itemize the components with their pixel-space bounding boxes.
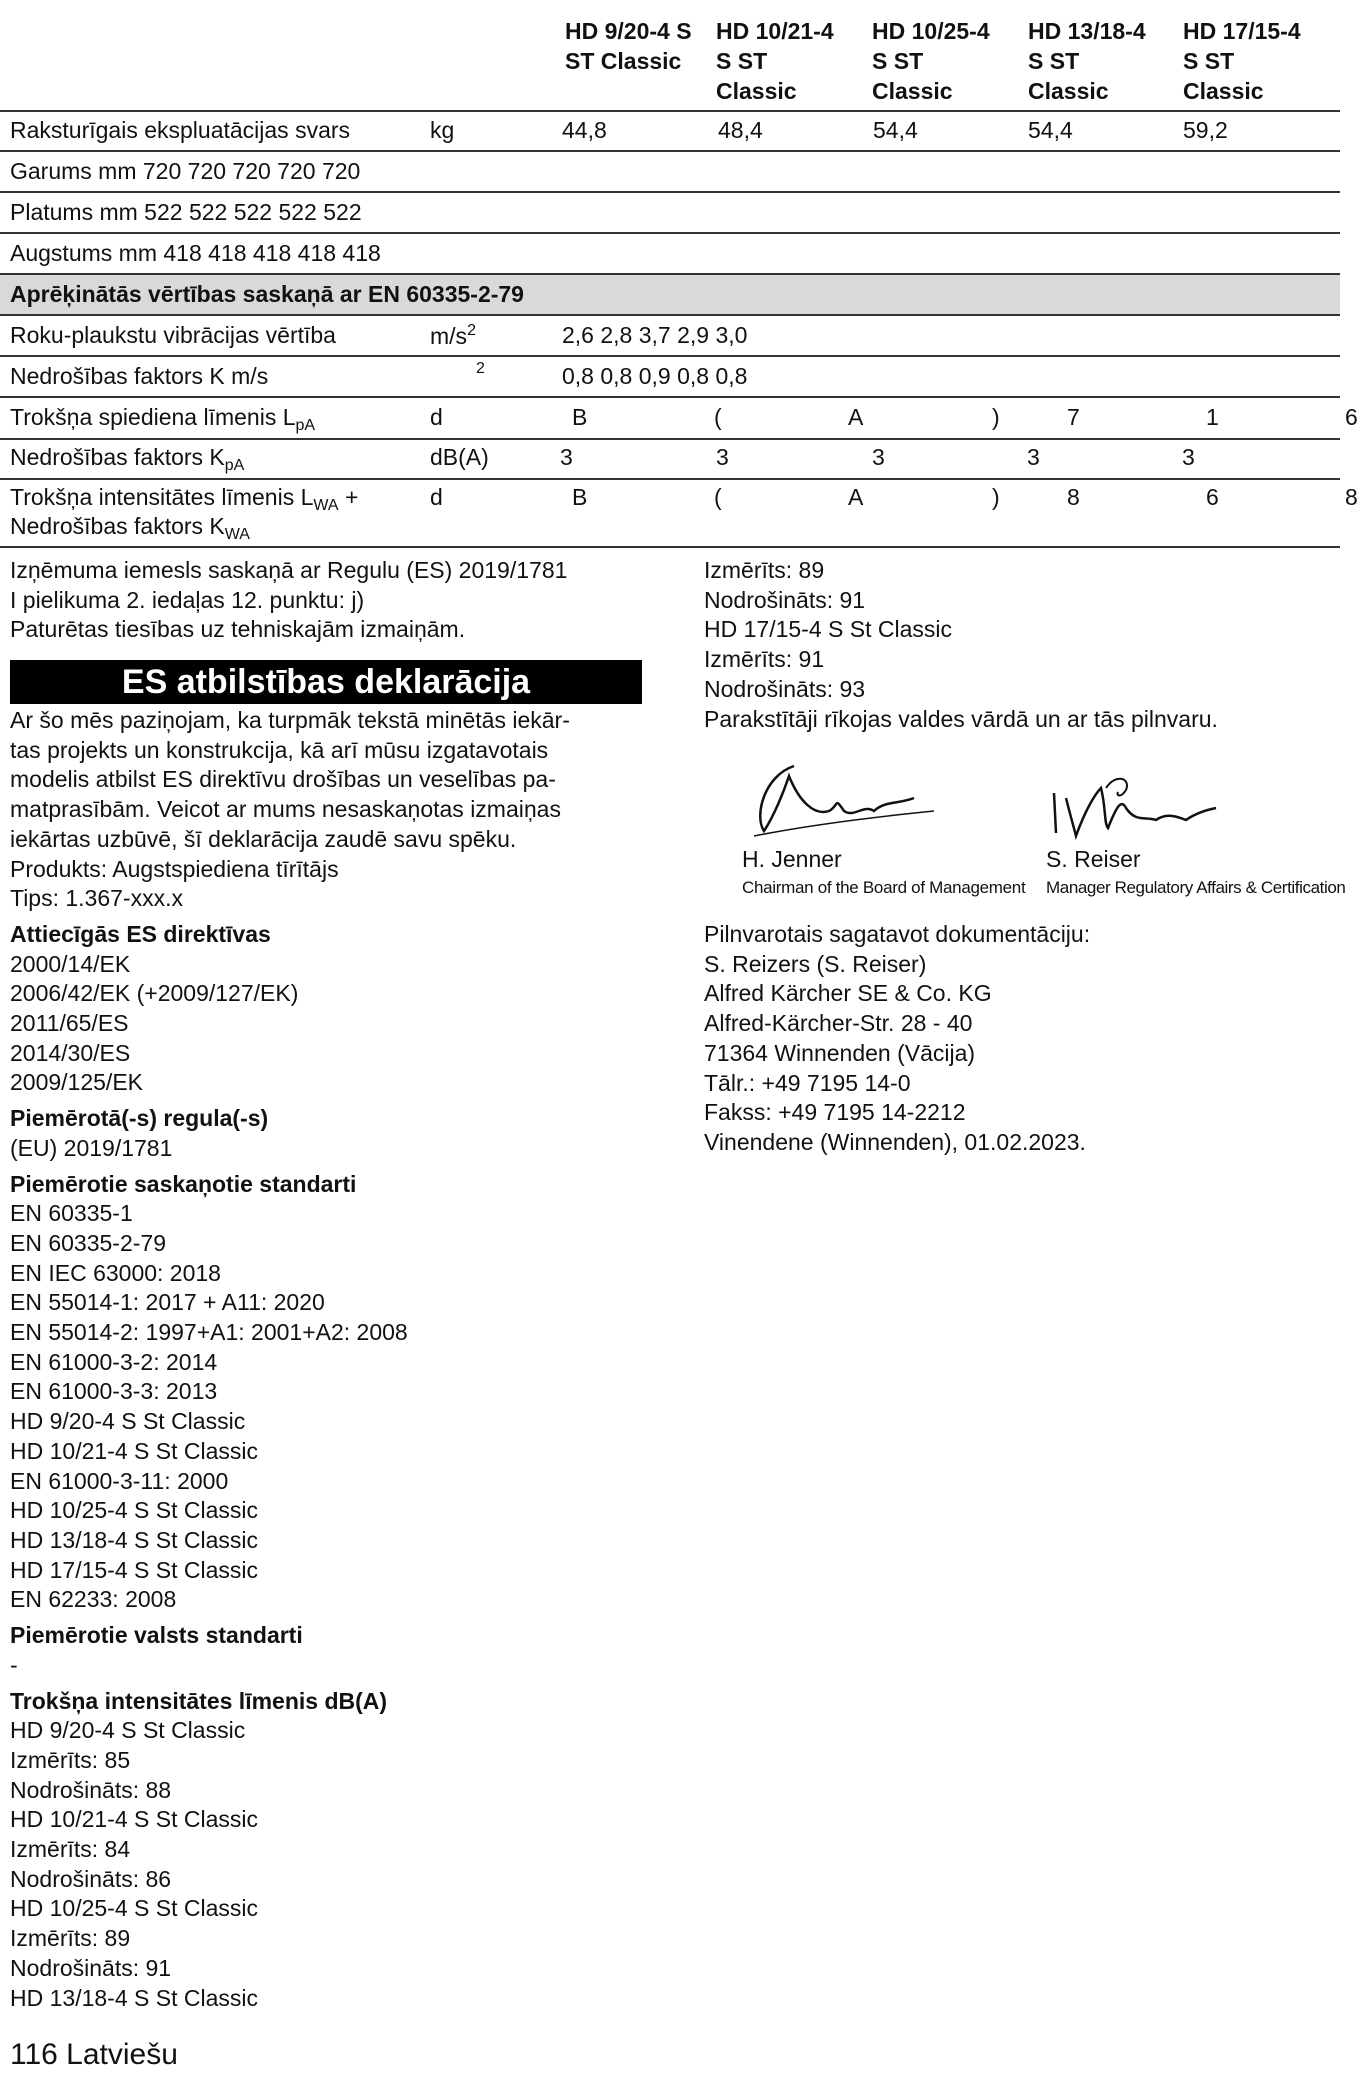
section-heading: Piemērotā(-s) regula(-s) [10,1105,269,1132]
text-line: Fakss: +49 7195 14-2212 [704,1099,966,1126]
header-text: S ST [1028,48,1080,74]
list-item: Nodrošināts: 91 [10,1954,172,1981]
text-line: Produkts: Augstspiediena tīrītājs [10,855,339,882]
header-col-3 [872,16,990,106]
cell: A [848,404,864,430]
contact-block [704,920,1090,1158]
signer-name: H. Jenner [742,846,842,872]
unit-sup: 2 [476,360,485,377]
cell: ) [992,404,1000,430]
table-row [0,112,1340,152]
list-item: EN 62233: 2008 [10,1586,177,1613]
header-text: ST Classic [565,48,682,74]
list-item: EN 61000-3-2: 2014 [10,1348,218,1375]
list-item: HD 9/20-4 S St Classic [10,1408,246,1435]
row-unit: dB(A) [430,444,489,470]
label-text: Trokšņa spiediena līmenis L [10,404,296,430]
list-item: Izmērīts: 85 [10,1746,131,1773]
list-item: Izmērīts: 84 [10,1836,131,1863]
list-item: EN IEC 63000: 2018 [10,1259,221,1286]
signer-name: S. Reiser [1046,846,1141,872]
cell: 6 [1206,484,1219,510]
unit-text: m/s [430,323,468,349]
list-item: (EU) 2019/1781 [10,1134,173,1161]
label-text: Nedrošības faktors K [10,444,225,470]
header-text: Classic [1028,78,1109,104]
text-line: modelis atbilst ES direktīvu drošības un veselības pa- [10,766,556,793]
page-footer: 116 Latviešu [10,2038,178,2071]
cell: 3 [1182,444,1195,470]
label-sub: WA [224,526,250,543]
signer-role: Chairman of the Board of Management [742,878,1026,897]
cell: B [572,484,588,510]
list-item: 2006/42/EK (+2009/127/EK) [10,980,299,1007]
row-label: Nedrošības faktors K m/s [10,363,269,389]
unit-sup: 2 [467,322,476,339]
text-line: Pilnvarotais sagatavot dokumentāciju: [704,921,1091,947]
table-row [0,193,1340,234]
cell: ( [714,404,722,430]
list-item: EN 55014-2: 1997+A1: 2001+A2: 2008 [10,1319,408,1346]
header-text: Classic [872,78,953,104]
list-item: EN 60335-1 [10,1200,133,1227]
list-item: HD 17/15-4 S St Classic [704,616,952,643]
list-item: - [10,1651,18,1678]
cell: 8 [1345,484,1358,510]
section-header-row [0,275,1340,316]
header-col-4 [1028,16,1146,106]
list-item: Nodrošināts: 91 [704,586,866,613]
list-item: EN 61000-3-3: 2013 [10,1378,218,1405]
list-item: HD 10/21-4 S St Classic [10,1806,258,1833]
row-values: 2,6 2,8 3,7 2,9 3,0 [562,322,748,348]
label-text: + [338,484,359,510]
header-text: HD 10/21-4 [716,18,834,44]
section-heading: Attiecīgās ES direktīvas [10,920,271,947]
label-sub: pA [224,457,245,474]
section-title: Aprēķinātās vērtības saskaņā ar EN 60335-2-79 [10,281,524,307]
text-line: Ar šo mēs paziņojam, ka turpmāk tekstā minētās iekār- [10,707,570,733]
list-item: Nodrošināts: 86 [10,1865,172,1892]
list-item: 2000/14/EK [10,950,131,977]
list-item: HD 10/25-4 S St Classic [10,1895,258,1922]
cell: 59,2 [1183,117,1228,143]
list-item: HD 10/25-4 S St Classic [10,1497,258,1524]
table-row [0,440,1340,480]
header-text: S ST [872,48,924,74]
list-item: Izmērīts: 89 [704,557,825,583]
label-sub: WA [313,497,339,514]
cell: A [848,484,864,510]
text-line: Izņēmuma iemesls saskaņā ar Regulu (ES) 2019/1781 [10,557,568,583]
signer-role: Manager Regulatory Affairs & Certification [1046,878,1346,897]
text-line: iekārtas uzbūvē, šī deklarācija zaudē savu spēku. [10,825,517,852]
header-text: HD 10/25-4 [872,18,990,44]
label-text: Nedrošības faktors K [10,513,225,539]
list-item: HD 10/21-4 S St Classic [10,1437,258,1464]
text-line: Parakstītāji rīkojas valdes vārdā un ar tās pilnvaru. [704,705,1218,732]
list-item: EN 61000-3-11: 2000 [10,1467,229,1494]
row-values: 0,8 0,8 0,9 0,8 0,8 [562,363,748,389]
header-text: S ST [1183,48,1235,74]
text-line: Paturētas tiesības uz tehniskajām izmaiņām. [10,616,466,643]
row-label: Platums mm 522 522 522 522 522 [10,199,362,225]
list-item: Nodrošināts: 93 [704,675,866,702]
section-heading: Piemērotie valsts standarti [10,1622,303,1649]
list-item: 2011/65/ES [10,1010,129,1037]
header-text: Classic [716,78,797,104]
row-label: Raksturīgais ekspluatācijas svars [10,117,351,143]
list-item: EN 60335-2-79 [10,1229,166,1256]
row-unit: kg [430,117,455,143]
list-item: 2014/30/ES [10,1039,131,1066]
text-line: matprasībām. Veicot ar mums nesaskaņotas izmaiņas [10,796,561,823]
cell: 3 [560,444,573,470]
row-label: Garums mm 720 720 720 720 720 [10,158,361,184]
text-line: Alfred-Kärcher-Str. 28 - 40 [704,1010,973,1037]
list-item: Izmērīts: 91 [704,646,825,673]
text-line: 71364 Winnenden (Vācija) [704,1039,976,1066]
list-item: EN 55014-1: 2017 + A11: 2020 [10,1289,325,1316]
text-line: Tālr.: +49 7195 14-0 [704,1069,911,1096]
text-line: Vinendene (Winnenden), 01.02.2023. [704,1128,1086,1155]
list-item: HD 13/18-4 S St Classic [10,1984,258,2011]
cell: 48,4 [718,117,763,143]
row-label [10,513,250,544]
list-item: Izmērīts: 89 [10,1925,131,1952]
cell: d [430,484,443,510]
cell: d [430,404,443,430]
table-header [0,14,1340,112]
header-col-5 [1183,16,1301,106]
label-sub: pA [295,417,316,434]
cell: 8 [1067,484,1080,510]
table-row [0,398,1358,440]
row-unit [430,322,476,350]
text-line: tas projekts un konstrukcija, kā arī mūsu izgatavotais [10,736,549,763]
right-noise-text [704,556,1218,734]
row-label: Roku-plaukstu vibrācijas vērtība [10,322,336,348]
table-row [0,357,1340,398]
cell: 3 [716,444,729,470]
cell: 3 [1027,444,1040,470]
table-row [0,480,1358,548]
cell: ( [714,484,722,510]
row-label [10,444,244,475]
cell: 3 [872,444,885,470]
intro-text [10,556,567,645]
list-item: 2009/125/EK [10,1069,144,1096]
es-declaration-title: ES atbilstības deklarācija [10,660,642,704]
header-text: Classic [1183,78,1264,104]
header-text: HD 9/20-4 S [565,18,692,44]
row-label [10,484,358,515]
cell: 54,4 [1028,117,1073,143]
list-item: HD 13/18-4 S St Classic [10,1526,258,1553]
text-line: Alfred Kärcher SE & Co. KG [704,980,992,1007]
list-item: Nodrošināts: 88 [10,1776,172,1803]
cell: 54,4 [873,117,918,143]
header-col-1 [565,16,692,76]
cell: B [572,404,588,430]
signature-reiser [1046,768,1226,843]
header-col-2 [716,16,834,106]
table-row [0,316,1340,357]
text-line: S. Reizers (S. Reiser) [704,950,927,977]
cell: 7 [1067,404,1080,430]
row-label: Augstums mm 418 418 418 418 418 [10,240,381,266]
row-label [10,404,315,435]
table-row [0,152,1340,193]
list-item: HD 17/15-4 S St Classic [10,1556,258,1583]
header-text: HD 13/18-4 [1028,18,1146,44]
label-text: Trokšņa intensitātes līmenis L [10,484,314,510]
text-line: Tips: 1.367-xxx.x [10,885,183,912]
section-heading: Piemērotie saskaņotie standarti [10,1170,357,1197]
table-row [0,234,1340,275]
section-heading: Trokšņa intensitātes līmenis dB(A) [10,1687,388,1714]
cell: 44,8 [562,117,607,143]
text-line: I pielikuma 2. iedaļas 12. punktu: j) [10,586,365,613]
signature-jenner [724,756,944,846]
list-item: HD 9/20-4 S St Classic [10,1717,246,1744]
declaration-body [10,706,570,2013]
cell: 1 [1206,404,1219,430]
header-text: S ST [716,48,768,74]
cell: ) [992,484,1000,510]
header-text: HD 17/15-4 [1183,18,1301,44]
cell: 6 [1345,404,1358,430]
